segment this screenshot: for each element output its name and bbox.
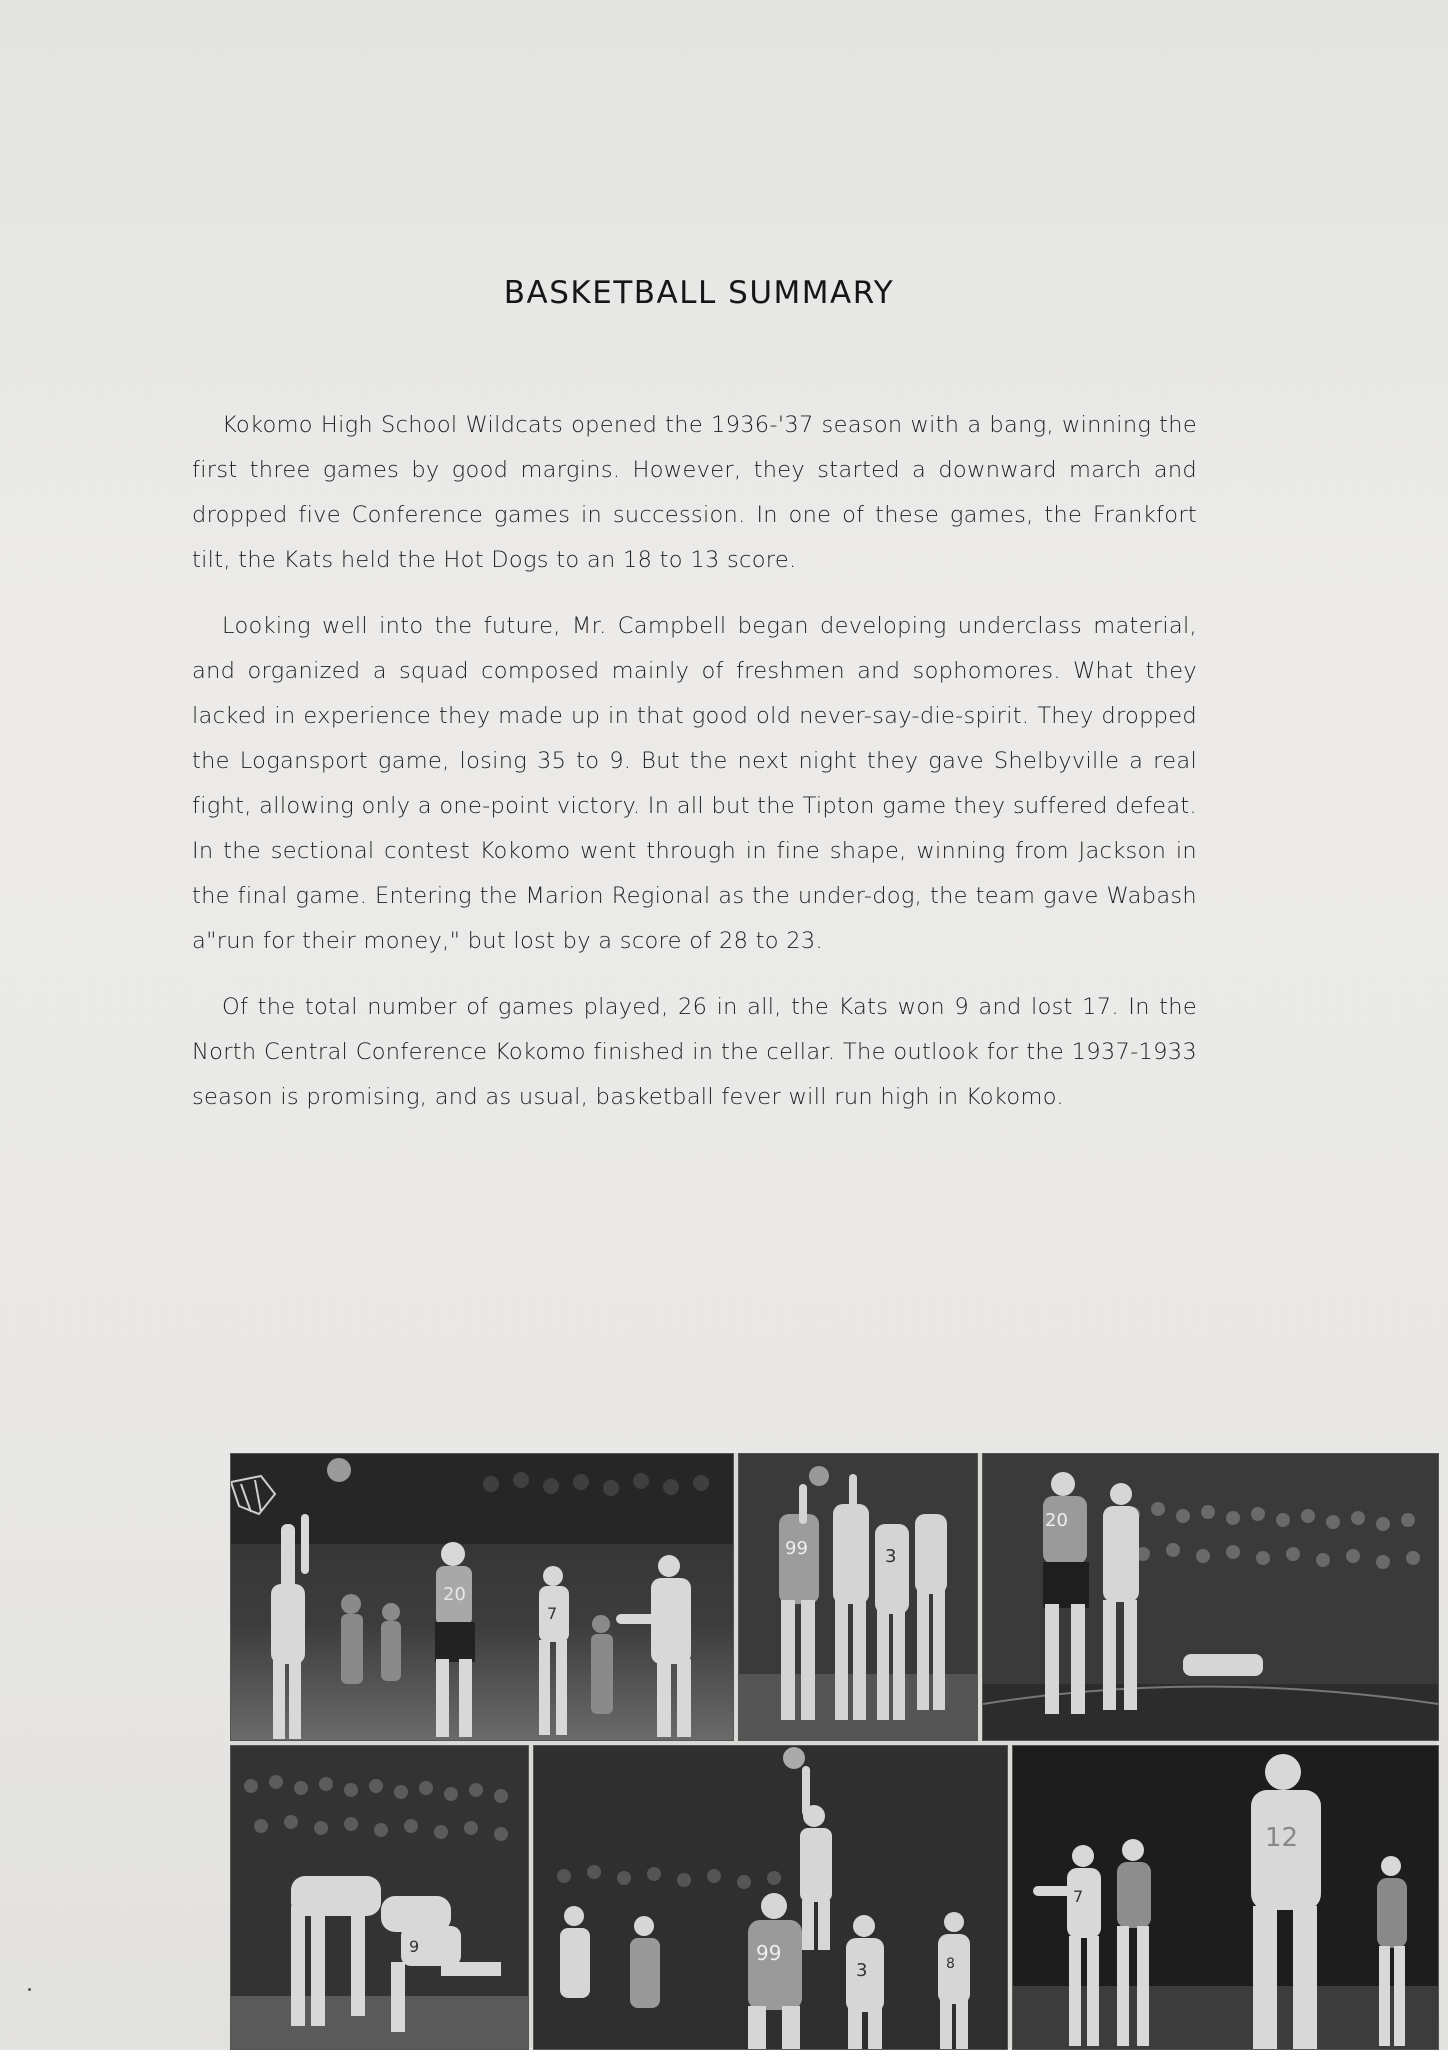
jersey-number: 9 (409, 1937, 420, 1956)
photo-collage (230, 1453, 1437, 2048)
jersey-number: 99 (785, 1538, 808, 1559)
paragraph-3: Of the total number of games played, 26 in all, the Kats won 9 and lost 17. In the North Central Conference Kokomo finished in the cellar. The outlook for the 1937-1933 season is promising, and as usual, basketball fever will run high in Kokomo. (192, 994, 1197, 1110)
jersey-number: 3 (885, 1546, 897, 1567)
photo-pileup (230, 1745, 529, 2050)
photo-shot-attempt (533, 1745, 1008, 2050)
jersey-number: 99 (756, 1941, 782, 1965)
paragraph-2: Looking well into the future, Mr. Campbell began developing underclass material, and organized a squad composed mainly of freshmen and sophomores. What they lacked in experience they made up in that good old never-say-die-spirit. They dropped the Logansport game, losing 35 to 9. But the next night they gave Shelbyville a real fight, allowing only a one-point victory. In all but the Tipton game they suffered defeat. In the sectional contest Kokomo went through in fine shape, winning from Jackson in the final game. Entering the Marion Regional as the under-dog, the team gave Wabash a"run for their money," but lost by a score of 28 to 23. (192, 613, 1197, 954)
scan-speck (28, 1988, 31, 1991)
jersey-number: 8 (946, 1956, 955, 1972)
jersey-number: 20 (443, 1584, 466, 1605)
paragraph-1: Kokomo High School Wildcats opened the 1936-'37 season with a bang, winning the first three games by good margins. However, they started a downward march and dropped five Conference games in succession. In one of these games, the Frankfort tilt, the Kats held the Hot Dogs to an 18 to 13 score. (192, 412, 1197, 573)
photo-jump-shot (230, 1453, 734, 1741)
article-body (192, 403, 1197, 1141)
jersey-number: 7 (547, 1604, 558, 1623)
photo-rebound-scramble (738, 1453, 978, 1741)
jersey-number: 20 (1045, 1510, 1068, 1531)
page-title: BASKETBALL SUMMARY (503, 275, 895, 311)
photo-crowd-action (982, 1453, 1439, 1741)
jersey-number: 12 (1265, 1823, 1299, 1853)
jersey-number: 3 (856, 1960, 868, 1981)
jersey-number: 7 (1073, 1887, 1084, 1906)
photo-court-action (1012, 1745, 1439, 2050)
